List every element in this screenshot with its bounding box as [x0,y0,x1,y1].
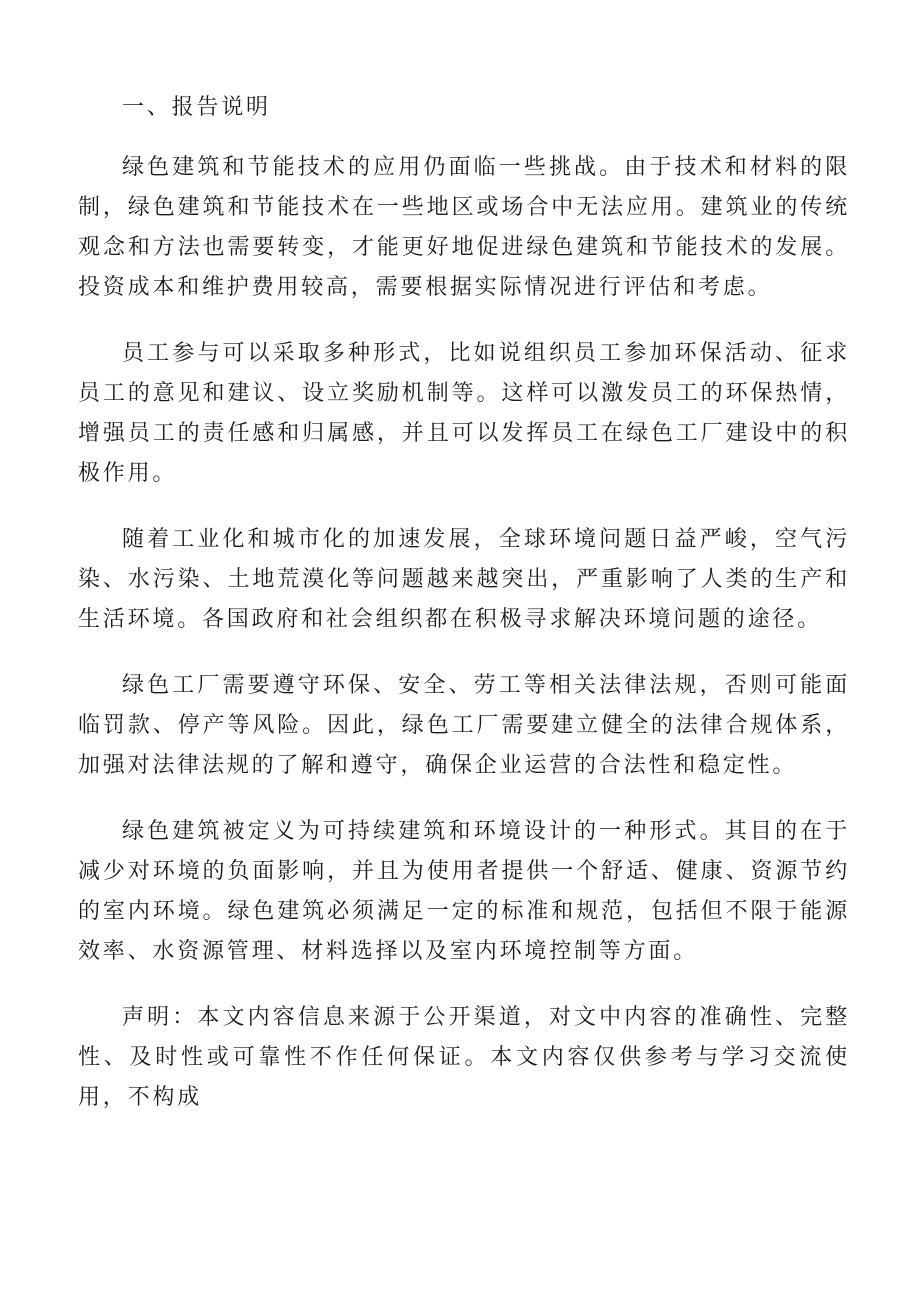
paragraph-green-building-definition: 绿色建筑被定义为可持续建筑和环境设计的一种形式。其目的在于减少对环境的负面影响，并且为使用者提供一个舒适、健康、资源节约的室内环境。绿色建筑必须满足一定的标准和规范，包括但不限于能源效率、水资源管理、材料选择以及室内环境控制等方面。 [78,819,850,964]
paragraph-green-building-challenges: 绿色建筑和节能技术的应用仍面临一些挑战。由于技术和材料的限制，绿色建筑和节能技术在一些地区或场合中无法应用。建筑业的传统观念和方法也需要转变，才能更好地促进绿色建筑和节能技术的发展。投资成本和维护费用较高，需要根据实际情况进行评估和考虑。 [78,155,850,300]
paragraph-legal-compliance: 绿色工厂需要遵守环保、安全、劳工等相关法律法规，否则可能面临罚款、停产等风险。因此，绿色工厂需要建立健全的法律合规体系，加强对法律法规的了解和遵守，确保企业运营的合法性和稳定性。 [78,673,850,778]
paragraph-environmental-issues: 随着工业化和城市化的加速发展，全球环境问题日益严峻，空气污染、水污染、土地荒漠化等问题越来越突出，严重影响了人类的生产和生活环境。各国政府和社会组织都在积极寻求解决环境问题的途径。 [78,527,850,632]
section-heading: 一、报告说明 [122,95,271,120]
paragraph-employee-participation: 员工参与可以采取多种形式，比如说组织员工参加环保活动、征求员工的意见和建议、设立奖励机制等。这样可以激发员工的环保热情，增强员工的责任感和归属感，并且可以发挥员工在绿色工厂建设中的积极作用。 [78,341,850,486]
paragraph-disclaimer: 声明：本文内容信息来源于公开渠道，对文中内容的准确性、完整性、及时性或可靠性不作任何保证。本文内容仅供参考与学习交流使用，不构成 [78,1005,850,1110]
document-body [78,88,850,1118]
